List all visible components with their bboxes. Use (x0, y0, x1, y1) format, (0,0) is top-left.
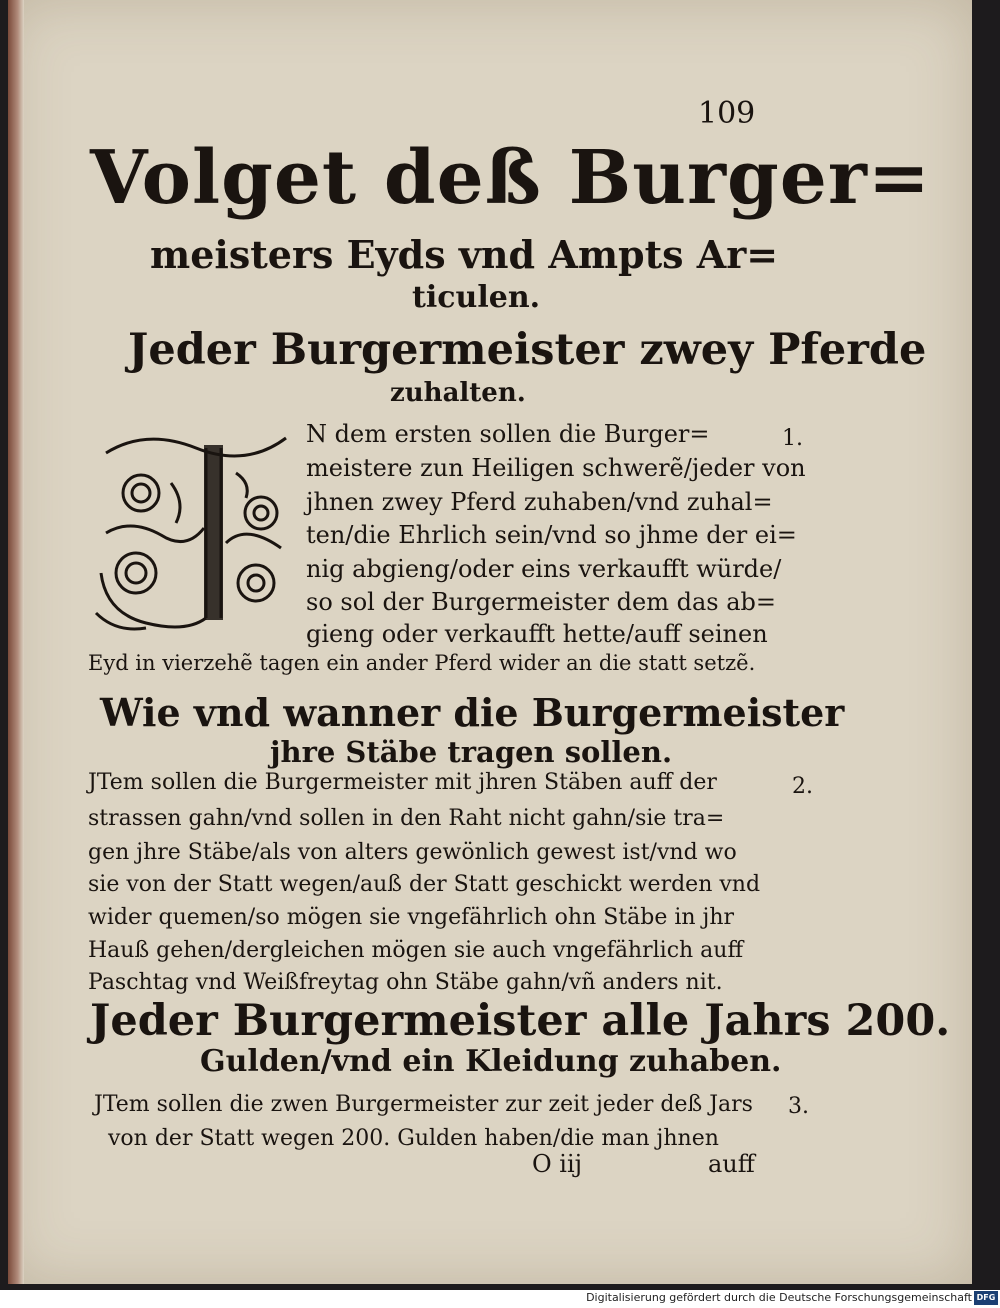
section-1-line-6: so sol der Burgermeister dem das ab= (306, 588, 776, 616)
section-1-line-7: gieng oder verkaufft hette/auff seinen (306, 620, 768, 648)
footer-credit-text: Digitalisierung gefördert durch die Deutsche Forschungsgemeinschaft (586, 1291, 972, 1304)
section-1-heading-line-1: Jeder Burgermeister zwey Pferde (128, 325, 927, 375)
page-spine (8, 0, 24, 1284)
section-1-line-2: meistere zun Heiligen schwerẽ/jeder von (306, 454, 806, 482)
ornamental-initial-i (86, 423, 301, 641)
title-line-1: Volget deß Burger= (90, 135, 931, 221)
title-line-3: ticulen. (412, 280, 541, 315)
section-1-line-5: nig abgieng/oder eins verkaufft würde/ (306, 555, 782, 583)
section-3-heading-line-1: Jeder Burgermeister alle Jahrs 200. (90, 996, 951, 1046)
section-2-heading-line-1: Wie vnd wanner die Burgermeister (100, 690, 845, 735)
catchword: auff (708, 1150, 755, 1178)
margin-number-2: 2. (792, 774, 813, 799)
section-2-heading-line-2: jhre Stäbe tragen sollen. (270, 735, 673, 769)
section-1-line-1: N dem ersten sollen die Burger= (306, 420, 710, 448)
section-2-line-7: Paschtag vnd Weißfreytag ohn Stäbe gahn/vñ anders nit. (88, 970, 723, 995)
section-3-line-1: JTem sollen die zwen Burgermeister zur zeit jeder deß Jars (94, 1092, 753, 1117)
margin-number-3: 3. (788, 1094, 809, 1119)
book-page (8, 0, 972, 1284)
title-line-2: meisters Eyds vnd Ampts Ar= (150, 232, 779, 277)
digitization-footer (0, 1290, 1000, 1308)
section-2-line-5: wider quemen/so mögen sie vngefährlich ohn Stäbe in jhr (88, 905, 735, 930)
section-1-line-8: Eyd in vierzehẽ tagen ein ander Pferd wider an die statt setzẽ. (88, 651, 756, 675)
section-3-line-2: von der Statt wegen 200. Gulden haben/die man jhnen (108, 1126, 719, 1151)
section-1-line-4: ten/die Ehrlich sein/vnd so jhme der ei= (306, 521, 797, 549)
signature-mark: O iij (532, 1150, 583, 1178)
section-3-heading-line-2: Gulden/vnd ein Kleidung zuhaben. (200, 1044, 782, 1079)
section-1-heading-line-2: zuhalten. (390, 378, 526, 408)
dfg-logo-icon: DFG (974, 1291, 998, 1305)
page-number: 109 (698, 96, 756, 131)
section-2-line-3: gen jhre Stäbe/als von alters gewönlich gewest ist/vnd wo (88, 840, 737, 865)
section-1-line-3: jhnen zwey Pferd zuhaben/vnd zuhal= (306, 488, 773, 516)
margin-number-1: 1. (782, 426, 803, 451)
section-2-line-1: JTem sollen die Burgermeister mit jhren Stäben auff der (88, 770, 717, 795)
section-2-line-6: Hauß gehen/dergleichen mögen sie auch vngefährlich auff (88, 938, 744, 963)
section-2-line-4: sie von der Statt wegen/auß der Statt geschickt werden vnd (88, 872, 761, 897)
section-2-line-2: strassen gahn/vnd sollen in den Raht nicht gahn/sie tra= (88, 806, 725, 831)
